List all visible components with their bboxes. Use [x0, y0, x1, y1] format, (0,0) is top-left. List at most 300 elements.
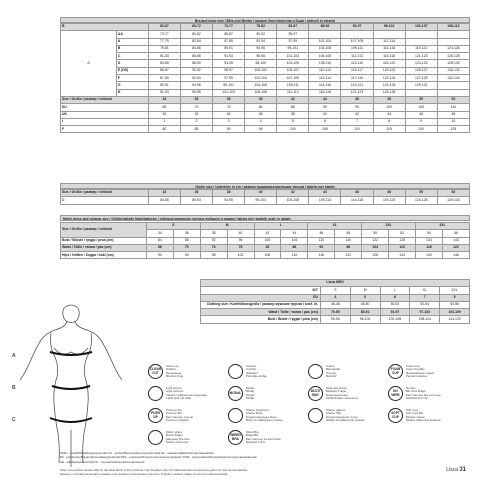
cup-row — [61, 67, 470, 74]
cup-cell: 116-118 — [309, 89, 341, 96]
night-letter-cell: XL — [308, 223, 362, 230]
night-measure-cell: 92 — [308, 244, 335, 251]
brand-name: Lisca — [446, 467, 458, 473]
cup-cell: 113-115 — [341, 60, 373, 67]
cup-cell: 89-91 — [148, 82, 180, 89]
feature-line: Multiway Träger — [326, 389, 347, 393]
feature-description — [326, 409, 365, 423]
men-eu-cell: 5 — [350, 294, 380, 301]
men-eu-label: EU — [201, 294, 321, 301]
cup-cell: 102-104 — [245, 75, 277, 82]
men-eu-cell: 4 — [320, 294, 350, 301]
figure-label-c: C — [12, 417, 16, 423]
night-measure-cell: 146 — [442, 252, 469, 259]
feature-line: Корректирующие трусы — [326, 414, 358, 419]
size-cell: 40 — [245, 96, 277, 103]
cup-label: F — [116, 75, 148, 82]
feature-description — [406, 387, 441, 401]
night-measure-cell: 122 — [335, 252, 362, 259]
cup-group-cell — [61, 75, 117, 82]
feature-line: Multi-way straps — [326, 385, 347, 390]
conversion-cell: 1 — [148, 118, 180, 125]
conversion-cell: 48 — [437, 111, 469, 118]
conversion-label: UK — [61, 111, 149, 118]
feature-description — [246, 365, 267, 379]
men-int-cell: L — [380, 287, 410, 294]
cup-group-cell — [61, 67, 117, 74]
girdle-size-cell: 42 — [277, 190, 309, 197]
cup-label: A — [116, 38, 148, 45]
cup-cell: 125-127 — [405, 67, 437, 74]
conversion-cell: 85 — [277, 104, 309, 111]
cup-cell: 132-134 — [437, 75, 469, 82]
feature-line: Modrček z žico — [246, 440, 266, 444]
night-measure-cell: 100 — [254, 237, 281, 244]
cup-label: D — [116, 60, 148, 67]
night-measure-cell: 110 — [389, 244, 416, 251]
girdle-c-cell: 104-108 — [277, 197, 309, 204]
cup-cell — [405, 89, 437, 96]
size-cell: 44 — [309, 96, 341, 103]
cup-group-cell — [61, 53, 117, 60]
feature-description — [166, 387, 207, 401]
conversion-cell: 36 — [245, 111, 277, 118]
night-number-cell: 40 — [227, 230, 254, 237]
men-eu-row — [201, 294, 470, 301]
men-title-row — [201, 280, 470, 287]
cup-cell: 122-124 — [373, 75, 405, 82]
conversion-row — [61, 118, 470, 125]
page-footer — [446, 467, 466, 473]
cup-cell: 102-104 — [309, 38, 341, 45]
men-eu-cell: 7 — [410, 294, 440, 301]
cup-cell: 101-103 — [277, 53, 309, 60]
feature-line: Modal — [246, 385, 254, 390]
conversion-cell: 10 — [437, 118, 469, 125]
feature-badge-icon — [148, 386, 163, 401]
girdle-c-label: C — [61, 197, 149, 204]
night-measure-cell: 104 — [281, 237, 308, 244]
men-measure-row — [201, 316, 470, 323]
feature-line: Shaper garters — [326, 407, 346, 412]
night-letter-cell: M — [200, 223, 254, 230]
feature-line: Комфорт — [246, 370, 259, 375]
feature-badge-icon: MODAL — [228, 386, 243, 401]
conversion-cell: 120 — [405, 126, 437, 133]
cup-cell: 124-126 — [373, 82, 405, 89]
cup-group-cell — [61, 31, 117, 38]
conversion-row — [61, 104, 470, 111]
cup-cell: 127-129 — [405, 75, 437, 82]
conversion-cell: 125 — [437, 126, 469, 133]
night-measure-row — [61, 244, 470, 251]
cup-cell: 99-101 — [213, 82, 245, 89]
feature-line: Bügel BH — [246, 433, 259, 437]
night-number-cell: 44 — [281, 230, 308, 237]
men-measure-row — [201, 301, 470, 308]
night-letter-row — [61, 223, 470, 230]
cup-cell: 100-102 — [245, 67, 277, 74]
feature-line: Soft cups — [406, 407, 419, 412]
night-number-cell: 52 — [389, 230, 416, 237]
men-measure-cell: 48-50 — [350, 301, 380, 308]
conversion-cell: 110 — [341, 126, 373, 133]
night-measure-cell: 98 — [200, 252, 227, 259]
cup-cell: 119-121 — [405, 45, 437, 52]
girdle-c-cell: 114-118 — [341, 197, 373, 204]
feature-badge-icon — [228, 364, 243, 379]
cup-cell: 86-88 — [180, 53, 212, 60]
footnote-line: Данные о составе материала указаны для основного материала изделия / Podatki o sestavi veljajo za osnovni material izdelka — [60, 472, 228, 477]
cup-cell: 118-120 — [373, 60, 405, 67]
night-measure-cell: 88 — [173, 237, 200, 244]
cup-cell: 79-81 — [148, 45, 180, 52]
feature-description — [166, 365, 183, 379]
feature-line: Push-up modrček — [166, 418, 189, 422]
feature-line: Бюстгальтер пуш-ап — [166, 414, 194, 419]
cup-cell: 96-98 — [245, 53, 277, 60]
conversion-cell: 9 — [405, 118, 437, 125]
men-measure-cell: 103-109 — [440, 309, 470, 316]
size-cell: 36 — [180, 96, 212, 103]
cup-cell: 85-87 — [213, 31, 245, 38]
night-measure-cell: 78 — [227, 244, 254, 251]
cup-cell: 115-117 — [341, 67, 373, 74]
cup-cell: 112-114 — [309, 75, 341, 82]
conversion-row — [61, 126, 470, 133]
men-title: Lisca MEN — [201, 280, 470, 287]
bra-size-table — [60, 23, 470, 133]
men-measure-cell: 50-52 — [380, 301, 410, 308]
men-measure-cell: 114-120 — [440, 316, 470, 323]
night-measure-cell: 90 — [146, 252, 173, 259]
feature-line: Clean cut — [166, 363, 179, 368]
cup-row — [61, 82, 470, 89]
conversion-cell: 80 — [148, 126, 180, 133]
feature-line: Push-up bra — [166, 407, 182, 412]
night-measure-cell: 102 — [227, 252, 254, 259]
feature-line: Modal — [246, 396, 254, 400]
girdle-size-cell: 40 — [245, 190, 277, 197]
cup-cell — [309, 31, 341, 38]
cup-cell: 110-112 — [309, 67, 341, 74]
body-silhouette-figure — [16, 300, 126, 470]
conversion-label: I — [61, 118, 149, 125]
night-number-cell: 34 — [146, 230, 173, 237]
cup-cell: 84-86 — [180, 45, 212, 52]
conversion-cell: 75 — [213, 104, 245, 111]
night-measure-cell: 116 — [416, 244, 443, 251]
cup-cell: 121-123 — [341, 89, 373, 96]
cup-cell: 99-101 — [277, 45, 309, 52]
conversion-cell: 70 — [180, 104, 212, 111]
cup-row — [61, 38, 470, 45]
abbr-line: SE - silk/Seide/шёлк/svila SI - viscose/Viskose/вискоза/viskoza — [60, 459, 145, 464]
girdle-size-cell: 34 — [148, 190, 180, 197]
cup-cell: 107-109 — [277, 75, 309, 82]
feature-line: Foam Cup BH — [406, 367, 425, 371]
size-cell: 46 — [341, 96, 373, 103]
night-number-cell: 36 — [173, 230, 200, 237]
girdle-table-title: Girdle size / Unterteile in cm / размер подкорректирующих трусов / tabela mer kladin — [60, 183, 470, 189]
size-cell: 52 — [437, 96, 469, 103]
night-measure-cell: 86 — [281, 244, 308, 251]
cup-cell — [437, 38, 469, 45]
girdle-size-table — [60, 189, 470, 205]
night-measure-label: Bust / Brüste / груди / prsa (cm) — [61, 237, 147, 244]
cup-cell: 94-96 — [245, 45, 277, 52]
feature-line: Hlačke za oblikovanje postave — [326, 418, 365, 422]
feature-line: Корректирующее боди — [246, 414, 277, 419]
conversion-cell: 32 — [180, 111, 212, 118]
night-number-cell: 48 — [335, 230, 362, 237]
feature-line: BH ohne Bügel — [406, 389, 426, 393]
girdle-c-cell: 124-128 — [405, 197, 437, 204]
girdle-size-cell: 36 — [180, 190, 212, 197]
cup-cell: 114-116 — [373, 45, 405, 52]
girdle-c-cell: 109-113 — [309, 197, 341, 204]
cup-cell: 90-92 — [245, 31, 277, 38]
figure-label-b: B — [12, 385, 16, 391]
cup-cell: 128-130 — [437, 60, 469, 67]
men-measure-cell: 46-48 — [320, 301, 350, 308]
composition-footnote — [60, 468, 420, 477]
cup-cell: 119-121 — [341, 82, 373, 89]
conversion-cell: 100 — [373, 104, 405, 111]
night-measure-cell: 70 — [173, 244, 200, 251]
feature-line: Breite Träger — [166, 433, 183, 437]
girdle-size-row — [61, 190, 470, 197]
night-measure-cell: 128 — [362, 252, 389, 259]
feature-line: Široke naramnice — [166, 440, 189, 444]
cup-cell: 121-123 — [405, 53, 437, 60]
night-measure-cell: 122 — [362, 237, 389, 244]
night-measure-cell: 96 — [227, 237, 254, 244]
night-measure-cell: 84 — [146, 237, 173, 244]
cup-cell: 97-99 — [213, 75, 245, 82]
night-number-cell: 56 — [442, 230, 469, 237]
feature-line: Brezšivni krej — [166, 374, 184, 378]
girdle-c-cell: 99-103 — [245, 197, 277, 204]
cup-cell: 129-131 — [405, 82, 437, 89]
cup-cell — [341, 31, 373, 38]
cup-cell: 91-93 — [148, 89, 180, 96]
cup-cell: 73-77 — [148, 31, 180, 38]
cup-group-cell — [61, 38, 117, 45]
conversion-cell: 3 — [213, 118, 245, 125]
conversion-cell: 46 — [405, 111, 437, 118]
conversion-row — [61, 111, 470, 118]
cup-cell: 130-132 — [437, 67, 469, 74]
men-measure-cell: 102-108 — [380, 316, 410, 323]
cup-row — [61, 45, 470, 52]
cup-cell: 93-95 — [213, 60, 245, 67]
men-measure-cell: 85-91 — [350, 309, 380, 316]
night-number-cell: 42 — [254, 230, 281, 237]
night-letter-cell: S — [146, 223, 200, 230]
feature-line: Pohodlje udobje — [246, 374, 267, 378]
underband-cell: 98-102 — [373, 24, 405, 31]
abbr-line: PA - polyamide/Polyamid/полиамид/poliamid PES - polyester/Polyester/полиэстер/poliester PUR - polyurethane/Polyurethan/полиуретан/poliuretan — [60, 455, 258, 460]
cup-cell: 98-100 — [245, 60, 277, 67]
girdle-c-cell: 119-123 — [373, 197, 405, 204]
conversion-label: EU — [61, 104, 149, 111]
underband-cell: 88-92 — [309, 24, 341, 31]
men-int-cell: XL — [410, 287, 440, 294]
footnote-line: Table composition details valid for the label fabric of this products / Die Angaben über die Materialzusammensetzung gelten für das Grundmaterial / — [60, 468, 248, 472]
feature-line: Shaper body/trims — [246, 407, 270, 412]
night-measure-cell: 82 — [254, 244, 281, 251]
feature-line: Модал — [246, 392, 255, 397]
conversion-cell: 90 — [309, 104, 341, 111]
night-measure-cell: 110 — [308, 237, 335, 244]
girdle-size-label: Size / Größe / размер / velikost — [61, 190, 149, 197]
men-measure-cell: 96-102 — [350, 316, 380, 323]
feature-line: Push-up BH — [166, 411, 182, 415]
night-number-cell: 54 — [416, 230, 443, 237]
feature-badge-icon — [308, 364, 323, 379]
night-number-cell: 38 — [200, 230, 227, 237]
night-table-title: Night dress and pyjama size / Größentabelle Nachtwäsche / таблица размеров ночных рубашек и пижам / tabela mer spalnih srajc in pižam — [60, 215, 470, 221]
feature-badge-icon: SOFT CUP — [388, 408, 403, 423]
conversion-cell: 85 — [180, 126, 212, 133]
underband-cell: 78-82 — [245, 24, 277, 31]
men-measure-cell: 91-97 — [380, 309, 410, 316]
conversion-cell: 42 — [341, 111, 373, 118]
conversion-cell: 90 — [213, 126, 245, 133]
cup-group-cell — [61, 82, 117, 89]
feature-badge-icon: CLEAN CUT — [148, 364, 163, 379]
conversion-cell: 4 — [245, 118, 277, 125]
conversion-cell: 30 — [148, 111, 180, 118]
feature-badge-icon: FOAM CUP — [388, 364, 403, 379]
feature-line: Baumwolle — [326, 367, 341, 371]
feature-line: Wider straps — [166, 429, 183, 434]
underband-label: B — [61, 24, 149, 31]
night-letter-cell: 3XL — [416, 223, 470, 230]
night-size-label: Size / Größe / размер / velikost — [61, 223, 147, 238]
cup-cell: 88-90 — [180, 60, 212, 67]
conversion-cell: 7 — [341, 118, 373, 125]
size-cell: 34 — [148, 96, 180, 103]
cup-cell: 87-89 — [148, 75, 180, 82]
cup-label: E (DD) — [116, 67, 148, 74]
cup-label: B — [116, 45, 148, 52]
conversion-cell: 105 — [309, 126, 341, 133]
cup-cell — [437, 82, 469, 89]
cup-cell: 112-114 — [373, 38, 405, 45]
girdle-size-cell: 46 — [341, 190, 373, 197]
bra-table-title: Bra and body size / BHs und Mieder / размер бюстгальтера и боди / rodiceli in steznki — [60, 17, 470, 23]
cup-cell: 106-108 — [309, 53, 341, 60]
girdle-c-cell: 94-98 — [213, 197, 245, 204]
cup-cell: 124-126 — [437, 45, 469, 52]
size-label: Size / Größe / размер / velikost — [61, 96, 149, 103]
cup-row — [61, 60, 470, 67]
size-cell: 50 — [405, 96, 437, 103]
men-int-cell: M — [350, 287, 380, 294]
men-measure-cell: 54-56 — [440, 301, 470, 308]
men-measure-cell: 97-103 — [410, 309, 440, 316]
night-size-table — [60, 222, 470, 259]
cup-cell — [373, 31, 405, 38]
cup-group-cell: A — [61, 60, 117, 67]
girdle-c-cell: 84-88 — [148, 197, 180, 204]
girdle-size-cell: 52 — [437, 190, 469, 197]
feature-line: Mehke oblikovane košarice — [406, 418, 441, 422]
size-cell: 42 — [277, 96, 309, 103]
night-measure-cell: 74 — [200, 244, 227, 251]
girdle-c-row — [61, 197, 470, 204]
conversion-cell: 80 — [245, 104, 277, 111]
cup-label: AA — [116, 31, 148, 38]
night-measure-cell: 140 — [442, 237, 469, 244]
cup-group-cell — [61, 45, 117, 52]
night-measure-cell: 140 — [416, 252, 443, 259]
feature-line: Shaper Slip — [326, 411, 341, 415]
night-measure-cell: 134 — [389, 252, 416, 259]
feature-badge-icon — [308, 408, 323, 423]
conversion-cell: 95 — [341, 104, 373, 111]
night-measure-cell: 66 — [146, 244, 173, 251]
cup-cell: 126-128 — [437, 53, 469, 60]
men-int-cell: 2XL — [440, 287, 470, 294]
feature-line: Modal — [246, 389, 254, 393]
feature-line: No wire — [406, 385, 416, 390]
feature-description — [246, 387, 255, 401]
underband-cell: 63-67 — [148, 24, 180, 31]
night-measure-cell: 106 — [254, 252, 281, 259]
cup-cell: 97-99 — [277, 38, 309, 45]
underband-cell: 83-87 — [277, 24, 309, 31]
feature-description — [246, 431, 281, 445]
feature-badge-icon — [148, 430, 163, 445]
feature-description — [166, 431, 190, 445]
underband-cell: 68-72 — [180, 24, 212, 31]
cup-label: H — [116, 89, 148, 96]
cup-cell: 95-97 — [213, 67, 245, 74]
cup-cell: 104-106 — [309, 45, 341, 52]
feature-line: Мультиношение — [326, 392, 348, 397]
conversion-cell: 8 — [373, 118, 405, 125]
men-measure-label: Bust / Büste / груди / prsa (cm) — [201, 316, 321, 323]
conversion-cell: 105 — [405, 104, 437, 111]
cup-cell — [437, 31, 469, 38]
cup-cell: 87-89 — [213, 38, 245, 45]
men-int-label: INT — [201, 287, 321, 294]
feature-line: Soft cups BH — [406, 411, 423, 415]
conversion-cell: 110 — [437, 104, 469, 111]
night-measure-label: Hips / Hüften / бедра / boki (cm) — [61, 252, 147, 259]
men-int-row — [201, 287, 470, 294]
men-measure-cell: 108-114 — [410, 316, 440, 323]
cup-row — [61, 75, 470, 82]
feature-line: Nahtlos — [166, 367, 176, 371]
cup-cell: 106-108 — [245, 89, 277, 96]
night-measure-cell: 116 — [335, 237, 362, 244]
night-number-cell: 50 — [362, 230, 389, 237]
cup-row — [61, 89, 470, 96]
cup-cell: 107-109 — [341, 38, 373, 45]
feature-line: Мягкие чашки — [406, 414, 425, 419]
feature-description — [166, 409, 193, 423]
underband-cell: 93-97 — [341, 24, 373, 31]
cup-cell: 82-84 — [180, 38, 212, 45]
night-measure-row — [61, 252, 470, 259]
men-measure-cell: 79-85 — [320, 309, 350, 316]
cup-cell: 92-94 — [180, 75, 212, 82]
feature-badge-icon: PUSH UP — [148, 408, 163, 423]
